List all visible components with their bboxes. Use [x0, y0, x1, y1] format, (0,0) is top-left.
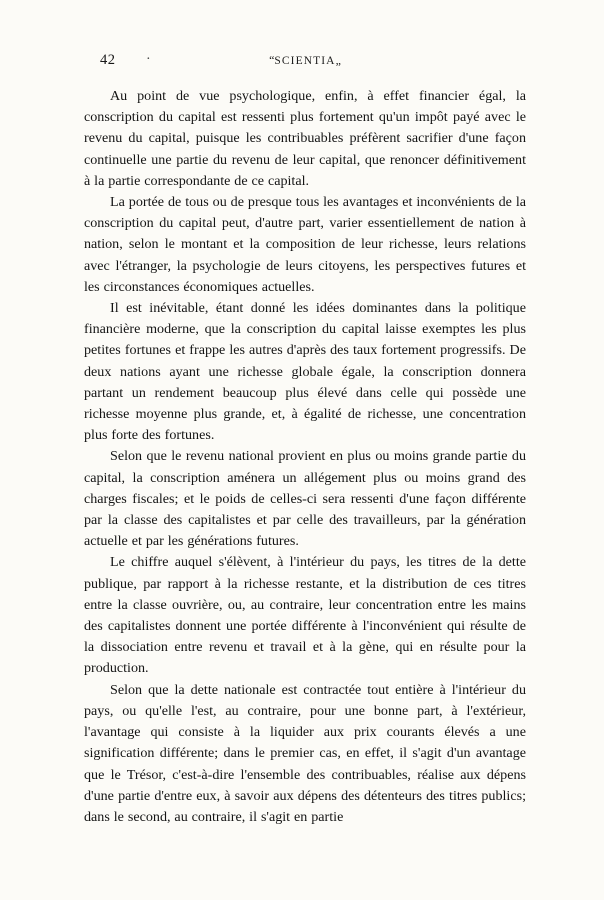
body-text [84, 86, 526, 828]
paragraph: Selon que la dette nationale est contractée tout entière à l'intérieur du pays, ou qu'elle l'est, au contraire, pour une bonne part, à l'extérieur, l'avantage qui consiste à la liquider aux prix courants élevés a une signification différente; dans le premier cas, en effet, il s'agit d'un avantage que le Trésor, c'est-à-dire l'ensemble des contribuables, réalise aux dépens d'une partie d'entre eux, à savoir aux dépens des détenteurs des titres publics; dans le second, au contraire, il s'agit en partie [84, 681, 526, 825]
paragraph: La portée de tous ou de presque tous les avantages et inconvénients de la conscription du capital peut, d'autre part, varier essentiellement de nation à nation, selon le montant et la composition de leur richesse, leurs relations avec l'étranger, la psychologie de leurs citoyens, les perspectives futures et les circonstances économiques actuelles. [84, 194, 526, 295]
paragraph: Au point de vue psychologique, enfin, à effet financier égal, la conscription du capital est ressenti plus fortement qu'un impôt payé avec le revenu du capital, puisque les contribuables préfèrent sacrifier d'une façon continuelle une partie du revenu de leur capital, que renoncer définitivement à la partie correspondante de ce capital. [84, 88, 526, 189]
running-head [84, 46, 526, 80]
paragraph: Il est inévitable, étant donné les idées dominantes dans la politique financière moderne, que la conscription du capital laisse exemptes les plus petites fortunes et frappe les autres d'après des taux fortement progressifs. De deux nations ayant une richesse globale égale, la conscription donnera partant un rendement beaucoup plus élevé dans celle qui possède une richesse moyenne plus grande, et, à égalité de richesse, une concentration plus forte des fortunes. [84, 300, 526, 444]
journal-title-close-quote: „ [335, 53, 341, 67]
paragraph: Selon que le revenu national provient en plus ou moins grande partie du capital, la conscription aménera un allégement plus ou moins grand des charges fiscales; et le poids de celles-ci sera ressenti d'une façon différente par la classe des capitalistes et par celle des travailleurs, par la génération actuelle et par les générations futures. [84, 448, 526, 550]
journal-title-text: SCIENTIA [274, 55, 336, 67]
journal-title-open-quote: “ [269, 53, 275, 67]
paragraph: Le chiffre auquel s'élèvent, à l'intérieur du pays, les titres de la dette publique, par rapport à la richesse restante, et la distribution de ces titres entre la classe ouvrière, ou, au contraire, leur concentration entre les mains des capitalistes donnent une portée différente à l'inconvénient qui résulte de la dissociation entre revenu et travail et à la gène, qui en résulte pour la production. [84, 554, 526, 677]
page-number: 42 [100, 52, 116, 68]
journal-title [84, 53, 526, 68]
header-dot-ornament: · [146, 52, 151, 67]
